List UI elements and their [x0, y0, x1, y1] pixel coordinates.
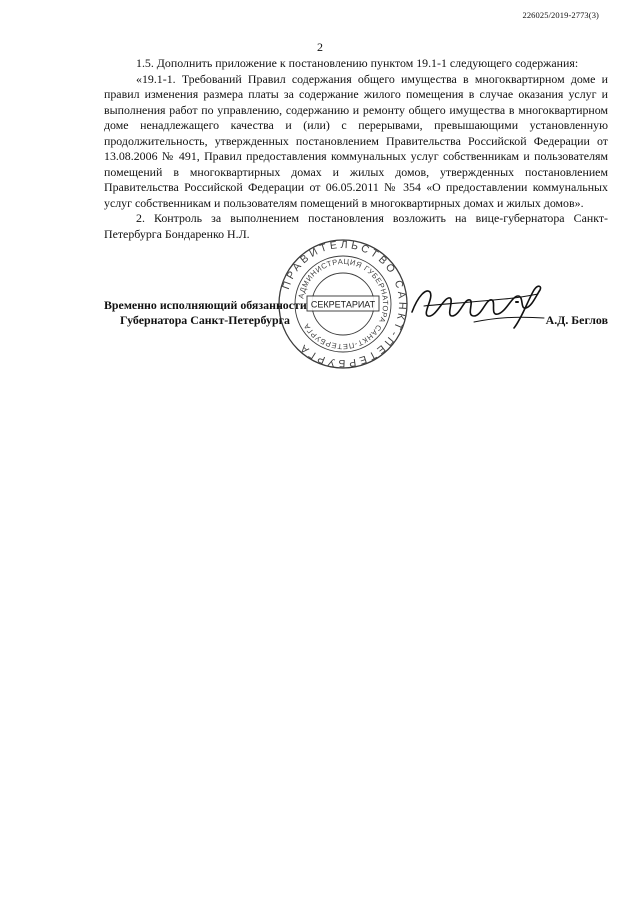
stamp-seal-icon [277, 238, 409, 370]
paragraph-2: 2. Контроль за выполнением постановления возложить на вице-губернатора Санкт-Петербурга Бондаренко Н.Л. [104, 211, 608, 241]
signature-icon [404, 266, 554, 336]
signer-position-line1: Временно исполняющий обязанности [104, 298, 307, 312]
stamp-inner-text: АДМИНИСТРАЦИЯ ГУБЕРНАТОРА САНКТ-ПЕТЕРБУРГА [296, 256, 391, 352]
document-body [104, 56, 608, 242]
stamp-outer-text: ПРАВИТЕЛЬСТВО САНКТ-ПЕТЕРБУРГА [280, 238, 409, 370]
handwritten-signature [404, 266, 554, 336]
signer-name: А.Д. Беглов [545, 313, 608, 327]
paragraph-19-1-1: «19.1-1. Требований Правил содержания общего имущества в многоквартирном доме и правил изменения размера платы за содержание жилого помещения в случае оказания услуг и выполнения работ по управлению, содержанию и ремонту общего имущества в многоквартирном доме ненадлежащего качества и (или) с перерывами, превышающими установленную продолжительность, утвержденных постановлением Правительства Российской Федерации от 13.08.2006 № 491, Правил предоставления коммунальных услуг собственникам и пользователям помещений в многоквартирных домах и жилых домов, утвержденных постановлением Правительства Российской Федерации от 06.05.2011 № 354 «О предоставлении коммунальных услуг собственникам и пользователям помещений в многоквартирных домах и жилых домов». [104, 71, 608, 210]
document-number: 226025/2019-2773(3) [522, 10, 599, 20]
page-number: 2 [317, 40, 323, 54]
paragraph-1-5: 1.5. Дополнить приложение к постановлению пунктом 19.1-1 следующего содержания: [136, 56, 579, 70]
stamp-center-text: СЕКРЕТАРИАТ [310, 299, 376, 310]
official-stamp [277, 238, 409, 370]
signer-position-line2: Губернатора Санкт-Петербурга [120, 313, 290, 327]
